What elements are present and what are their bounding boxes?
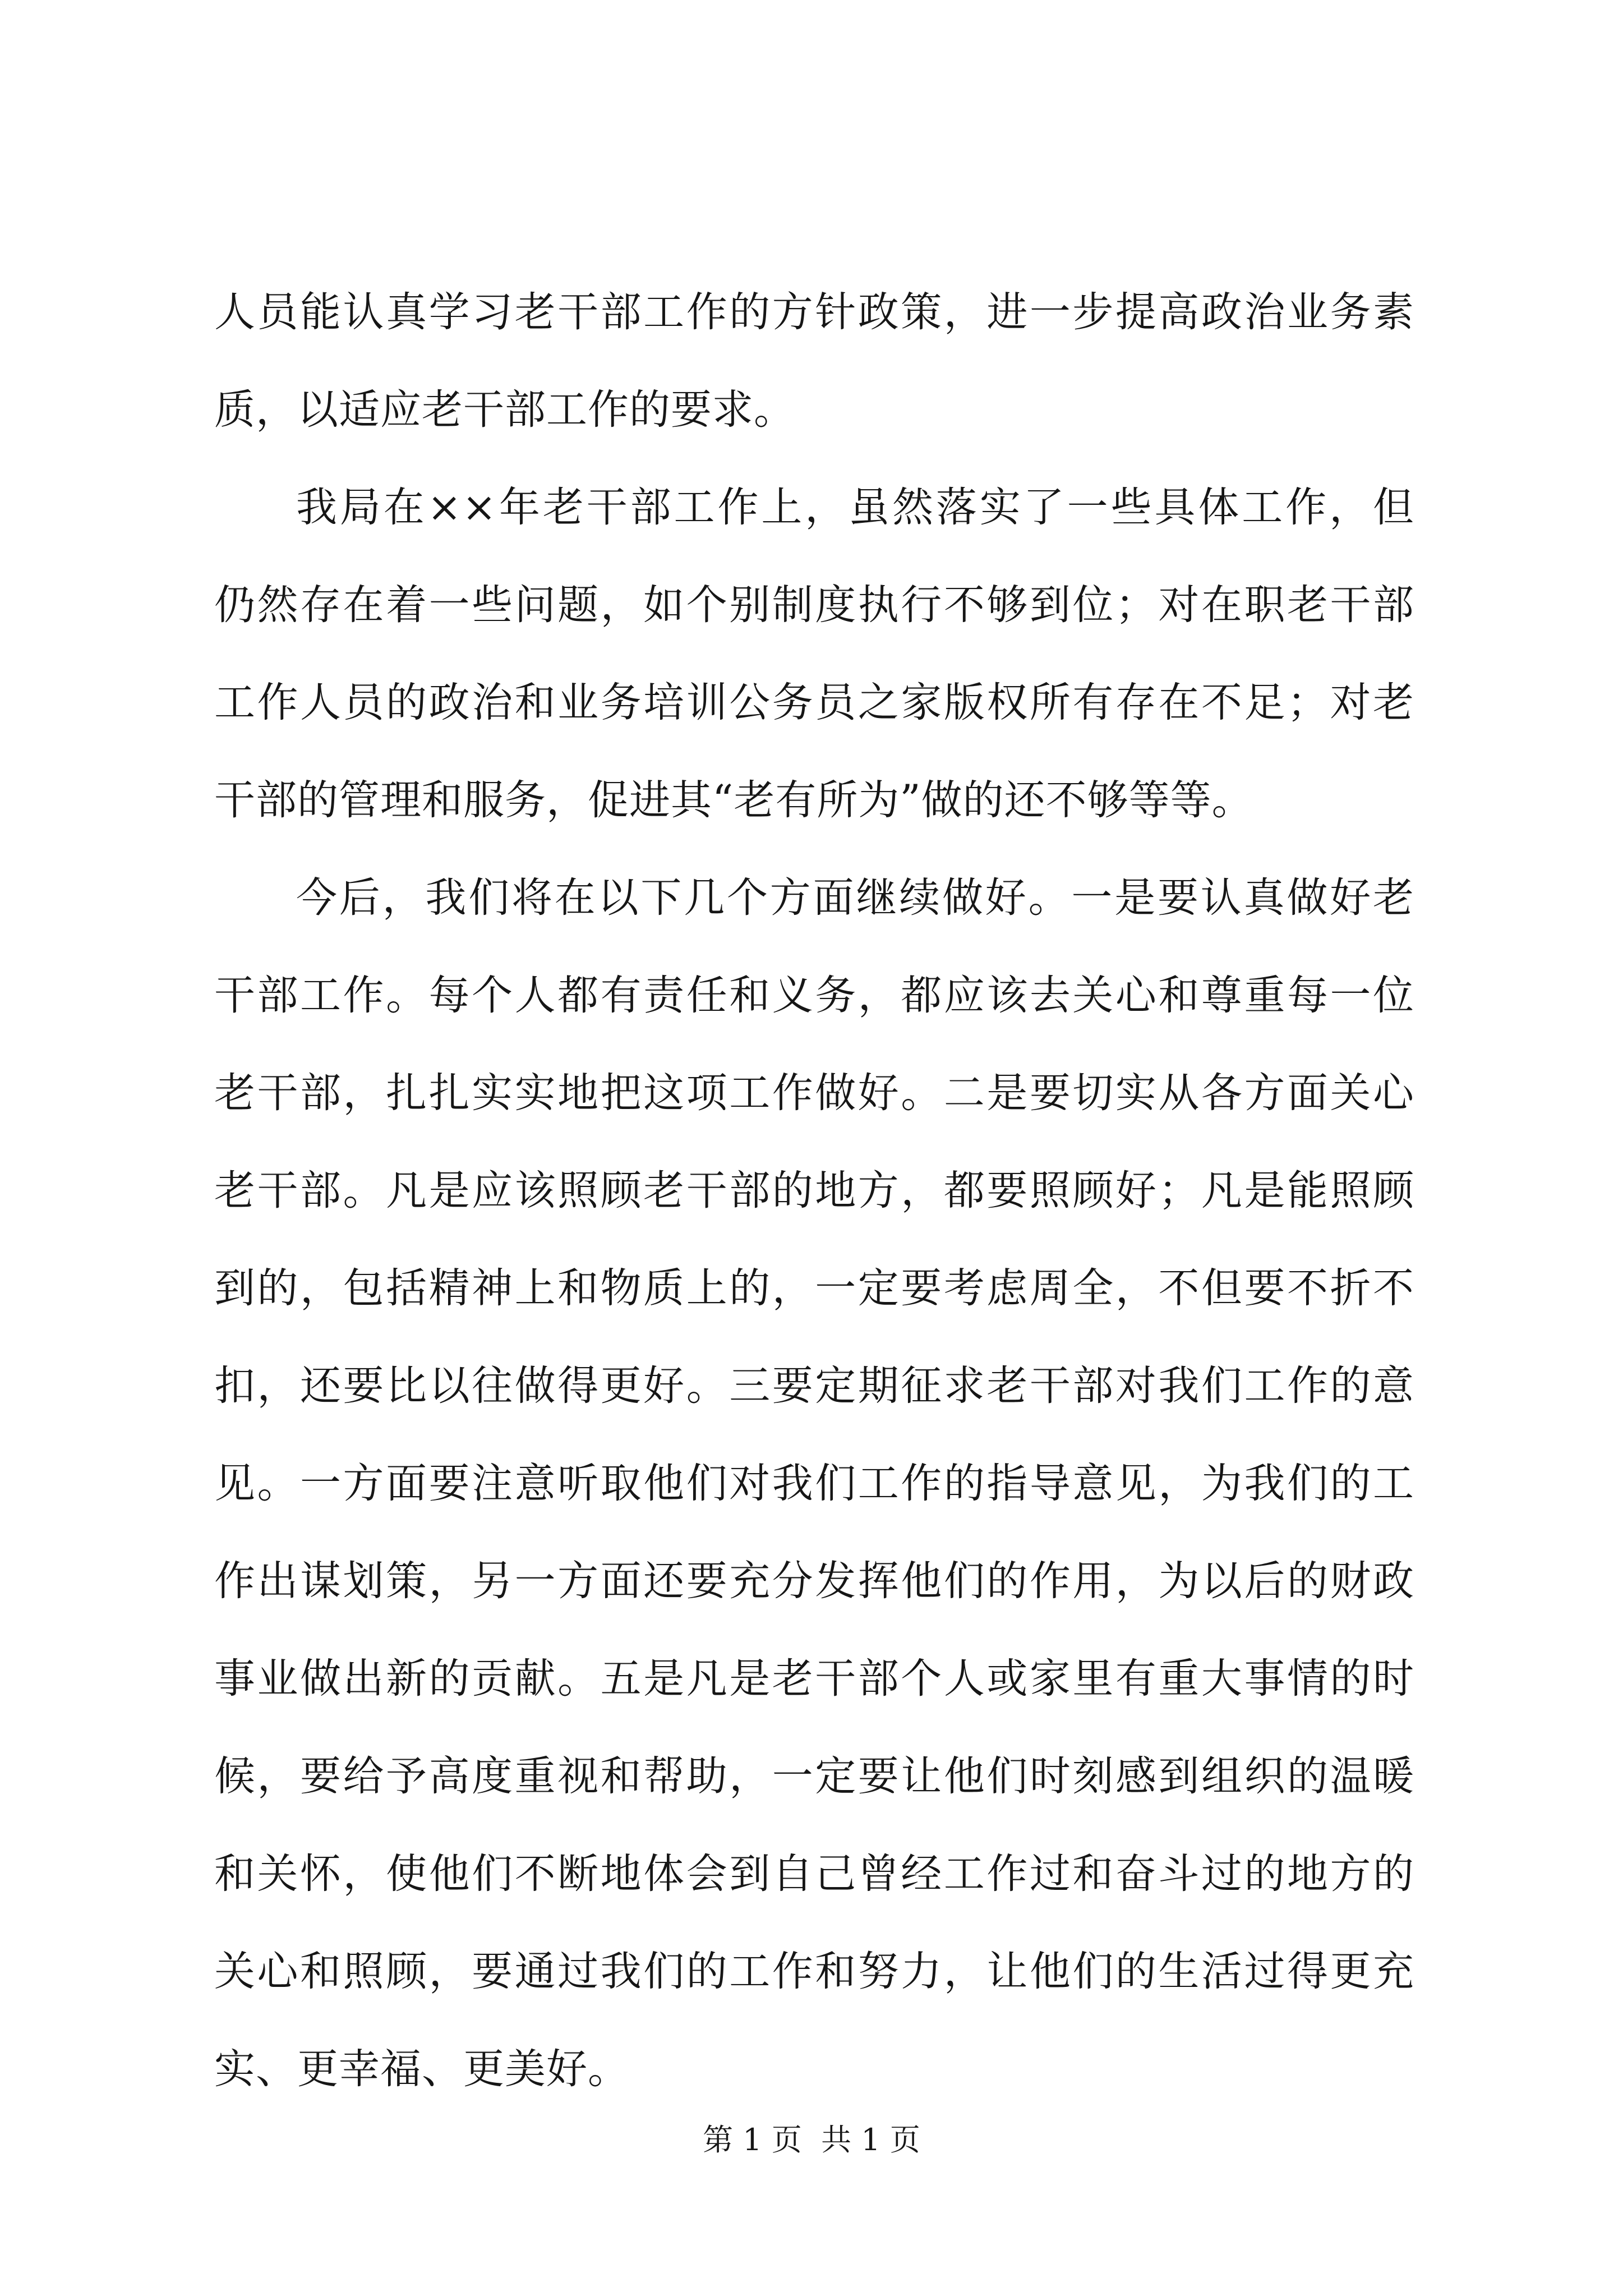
document-body [214,264,1414,2118]
text-line: 我局在××年老干部工作上，虽然落实了一些具体工作，但 [296,484,1414,531]
text-line: 今后，我们将在以下几个方面继续做好。一是要认真做好老 [296,874,1414,922]
text-line: 见。一方面要注意听取他们对我们工作的指导意见，为我们的工 [214,1460,1414,1507]
text-line: 老干部，扎扎实实地把这项工作做好。二是要切实从各方面关心 [214,1069,1414,1117]
text-line: 关心和照顾，要通过我们的工作和努力，让他们的生活过得更充 [214,1948,1414,1995]
text-line: 干部的管理和服务，促进其“老有所为”做的还不够等等。 [214,776,1253,824]
text-line: 质，以适应老干部工作的要求。 [214,386,795,434]
text-line: 事业做出新的贡献。五是凡是老干部个人或家里有重大事情的时 [214,1655,1414,1703]
text-line: 人员能认真学习老干部工作的方针政策，进一步提高政治业务素 [214,288,1414,336]
page-number-footer: 第 1 页 共 1 页 [703,2122,920,2157]
text-line: 仍然存在着一些问题，如个别制度执行不够到位；对在职老干部 [214,581,1414,629]
text-line: 和关怀，使他们不断地体会到自己曾经工作过和奋斗过的地方的 [214,1850,1414,1898]
text-line: 到的，包括精神上和物质上的，一定要考虑周全，不但要不折不 [214,1264,1414,1312]
text-line: 候，要给予高度重视和帮助，一定要让他们时刻感到组织的温暖 [214,1752,1414,1800]
text-line: 实、更幸福、更美好。 [214,2045,629,2093]
text-line: 作出谋划策，另一方面还要充分发挥他们的作用，为以后的财政 [214,1557,1414,1605]
text-line: 干部工作。每个人都有责任和义务，都应该去关心和尊重每一位 [214,972,1414,1019]
text-line: 老干部。凡是应该照顾老干部的地方，都要照顾好；凡是能照顾 [214,1167,1414,1214]
text-line: 扣，还要比以往做得更好。三要定期征求老干部对我们工作的意 [214,1362,1414,1410]
text-line: 工作人员的政治和业务培训公务员之家版权所有存在不足；对老 [214,679,1414,726]
